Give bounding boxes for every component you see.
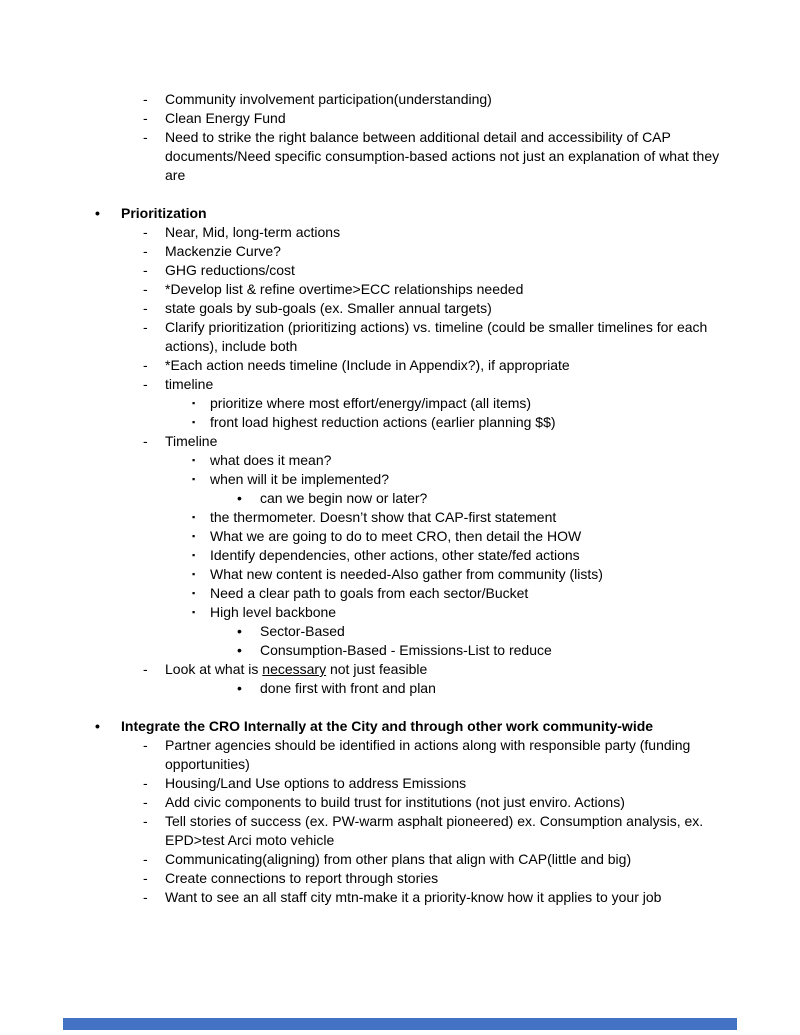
dash-bullet-marker: - — [143, 661, 148, 677]
round-bullet-marker: • — [237, 680, 242, 696]
list-item-text: Clean Energy Fund — [165, 110, 286, 126]
list-item-text: Want to see an all staff city mtn-make it a priority-know how it applies to your job — [165, 889, 662, 905]
list-item-text — [165, 660, 736, 679]
list-item — [0, 793, 736, 812]
dash-bullet-marker: - — [143, 376, 148, 392]
dash-bullet-marker: - — [143, 433, 148, 449]
dash-bullet-marker: - — [143, 737, 148, 753]
list-item — [0, 280, 736, 299]
list-item-text: Need to strike the right balance between additional detail and accessibility of CAP documents/Need specific consumption-based actions not just an explanation of what they are — [165, 129, 720, 183]
list-item-text: Add civic components to build trust for institutions (not just enviro. Actions) — [165, 794, 625, 810]
list-item-text: prioritize where most effort/energy/impact (all items) — [210, 395, 532, 411]
dash-bullet-marker: - — [143, 281, 148, 297]
section-heading-item — [0, 717, 736, 736]
list-item-text: the thermometer. Doesn’t show that CAP-first statement — [210, 509, 557, 525]
dash-bullet-marker: - — [143, 300, 148, 316]
list-item — [0, 394, 736, 413]
square-bullet-marker: ▪ — [192, 474, 196, 484]
dash-bullet-marker: - — [143, 129, 148, 145]
list-item-text: Tell stories of success (ex. PW-warm asphalt pioneered) ex. Consumption analysis, ex. EPD>test Arci moto vehicle — [165, 813, 704, 848]
list-item — [0, 641, 736, 660]
list-item-text: Integrate the CRO Internally at the City and through other work community-wide — [121, 718, 654, 734]
dash-bullet-marker: - — [143, 319, 148, 335]
list-item — [0, 90, 736, 109]
list-item-text: when will it be implemented? — [210, 471, 389, 487]
square-bullet-marker: ▪ — [192, 417, 196, 427]
round-bullet-marker: • — [237, 642, 242, 658]
list-item-text: state goals by sub-goals (ex. Smaller annual targets) — [165, 300, 492, 316]
list-item — [0, 603, 736, 622]
list-item — [0, 299, 736, 318]
dash-bullet-marker: - — [143, 110, 148, 126]
list-item — [0, 584, 736, 603]
list-item — [0, 527, 736, 546]
list-item — [0, 128, 736, 185]
list-item-text: *Each action needs timeline (Include in Appendix?), if appropriate — [165, 357, 570, 373]
square-bullet-marker: ▪ — [192, 455, 196, 465]
square-bullet-marker: ▪ — [192, 398, 196, 408]
dash-bullet-marker: - — [143, 91, 148, 107]
list-item — [0, 774, 736, 793]
list-item — [0, 565, 736, 584]
bullet-bullet-marker: • — [95, 718, 100, 734]
list-item — [0, 622, 736, 641]
bullet-bullet-marker: • — [95, 205, 100, 221]
list-item — [0, 508, 736, 527]
list-item-text: Sector-Based — [260, 623, 345, 639]
square-bullet-marker: ▪ — [192, 588, 196, 598]
dash-bullet-marker: - — [143, 262, 148, 278]
square-bullet-marker: ▪ — [192, 512, 196, 522]
list-item-text: What new content is needed-Also gather from community (lists) — [210, 566, 603, 582]
list-item-text: Partner agencies should be identified in actions along with responsible party (funding opportunities) — [165, 737, 691, 772]
list-item — [0, 318, 736, 356]
list-item — [0, 451, 736, 470]
list-item — [0, 109, 736, 128]
list-item — [0, 413, 736, 432]
list-item-text: what does it mean? — [210, 452, 332, 468]
dash-bullet-marker: - — [143, 224, 148, 240]
list-item-text: done first with front and plan — [260, 680, 436, 696]
list-item-text: timeline — [165, 376, 214, 392]
list-item — [0, 375, 736, 394]
round-bullet-marker: • — [237, 490, 242, 506]
text-run: Look at what is — [165, 661, 263, 677]
list-item — [0, 470, 736, 489]
dash-bullet-marker: - — [143, 794, 148, 810]
square-bullet-marker: ▪ — [192, 607, 196, 617]
dash-bullet-marker: - — [143, 889, 148, 905]
dash-bullet-marker: - — [143, 243, 148, 259]
list-item-text: front load highest reduction actions (earlier planning $$) — [210, 414, 556, 430]
list-item-text: What we are going to do to meet CRO, then detail the HOW — [210, 528, 582, 544]
list-item-text: Near, Mid, long-term actions — [165, 224, 341, 240]
list-item-text: Mackenzie Curve? — [165, 243, 281, 259]
square-bullet-marker: ▪ — [192, 550, 196, 560]
list-item — [0, 812, 736, 850]
list-item-text: Clarify prioritization (prioritizing actions) vs. timeline (could be smaller timelines for each actions), include both — [165, 319, 708, 354]
square-bullet-marker: ▪ — [192, 569, 196, 579]
dash-bullet-marker: - — [143, 813, 148, 829]
square-bullet-marker: ▪ — [192, 531, 196, 541]
dash-bullet-marker: - — [143, 775, 148, 791]
list-item-text: Timeline — [165, 433, 218, 449]
list-item — [0, 850, 736, 869]
list-item-text: Prioritization — [121, 205, 207, 221]
next-page-blue-bar — [63, 1018, 737, 1030]
list-item-text: High level backbone — [210, 604, 337, 620]
dash-bullet-marker: - — [143, 870, 148, 886]
list-item-text: Identify dependencies, other actions, other state/fed actions — [210, 547, 580, 563]
list-item-text: Housing/Land Use options to address Emissions — [165, 775, 467, 791]
list-item-text: Consumption-Based - Emissions-List to reduce — [260, 642, 552, 658]
section-heading-item — [0, 204, 736, 223]
list-item — [0, 679, 736, 698]
list-item — [0, 223, 736, 242]
list-item — [0, 242, 736, 261]
list-item-text: Create connections to report through stories — [165, 870, 439, 886]
list-item — [0, 888, 736, 907]
list-item-text: GHG reductions/cost — [165, 262, 295, 278]
list-item — [0, 869, 736, 888]
list-item-text: Community involvement participation(understanding) — [165, 91, 492, 107]
list-item-text: Communicating(aligning) from other plans that align with CAP(little and big) — [165, 851, 632, 867]
list-item — [0, 489, 736, 508]
underlined-text-run: necessary — [262, 661, 327, 677]
list-item-text: Need a clear path to goals from each sector/Bucket — [210, 585, 529, 601]
text-run: not just feasible — [326, 661, 428, 677]
list-item — [0, 356, 736, 375]
list-item — [0, 261, 736, 280]
round-bullet-marker: • — [237, 623, 242, 639]
list-item — [0, 546, 736, 565]
dash-bullet-marker: - — [143, 851, 148, 867]
list-item-text: can we begin now or later? — [260, 490, 428, 506]
list-item — [0, 432, 736, 451]
list-item — [0, 736, 736, 774]
list-item-text: *Develop list & refine overtime>ECC relationships needed — [165, 281, 524, 297]
dash-bullet-marker: - — [143, 357, 148, 373]
list-item — [0, 660, 736, 679]
